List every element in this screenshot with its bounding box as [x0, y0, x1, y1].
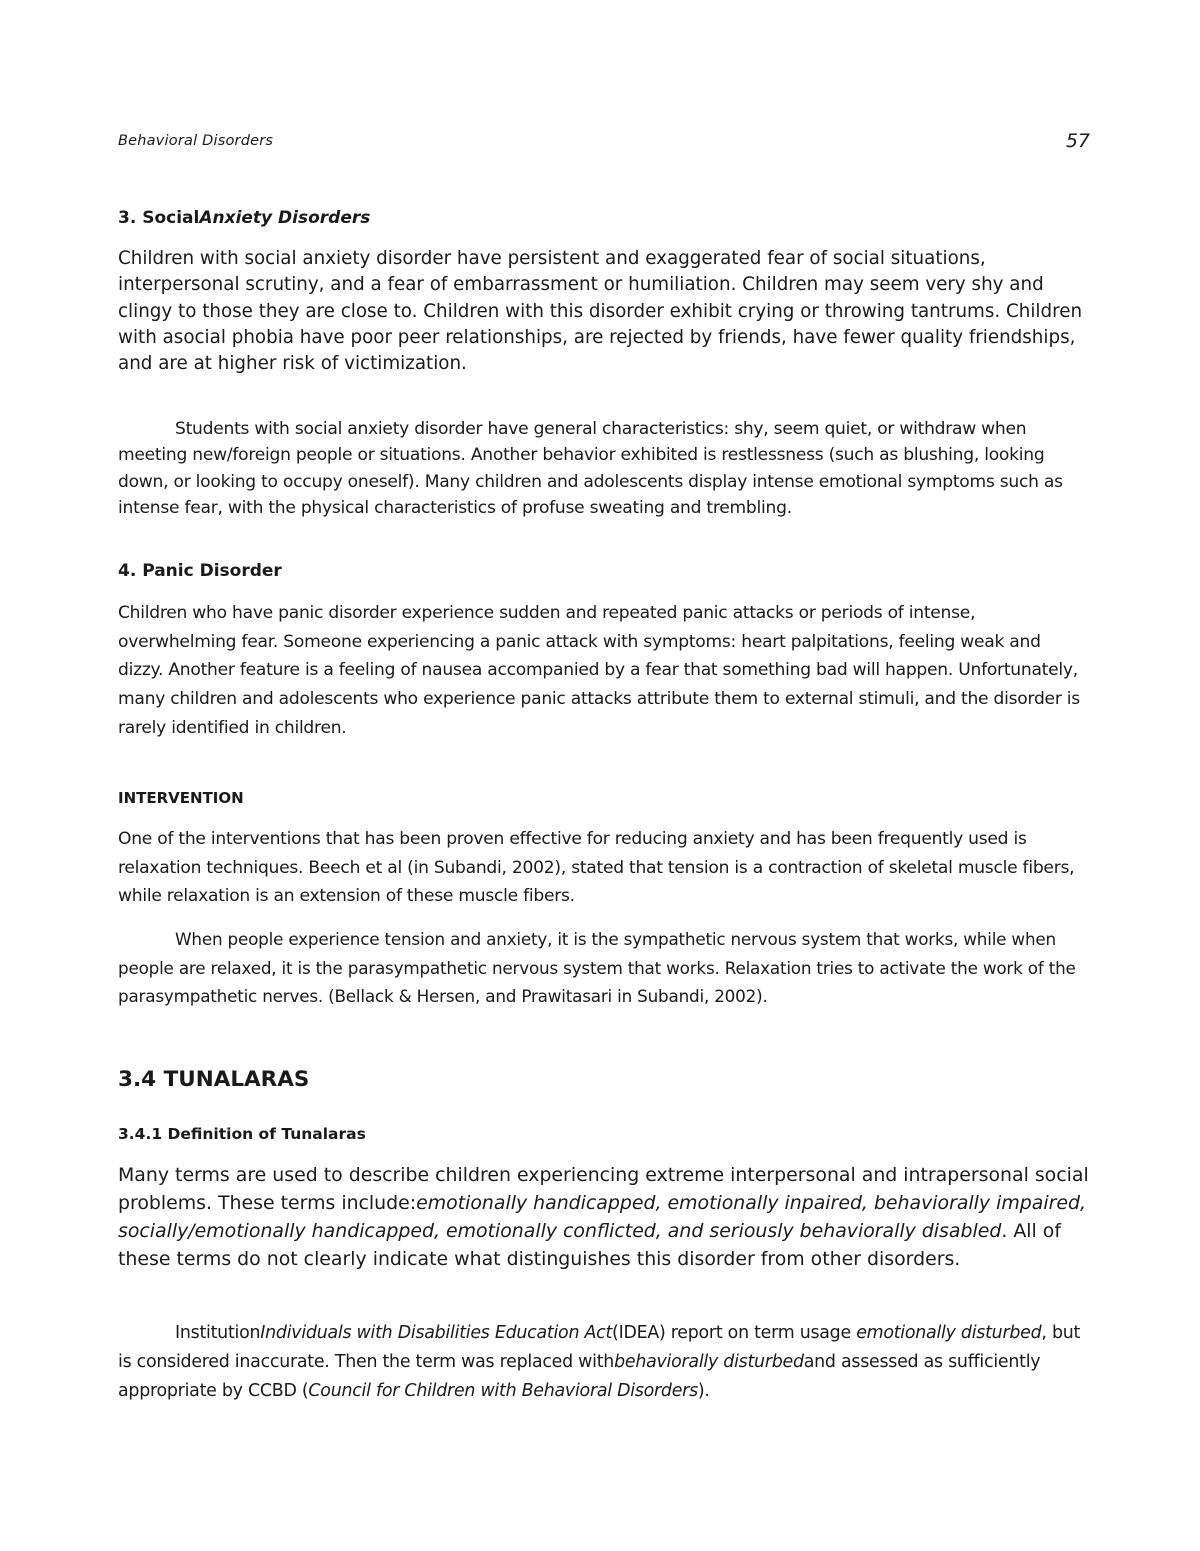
paragraph-intervention-1	[118, 825, 1090, 911]
paragraph-text: Children who have panic disorder experience sudden and repeated panic attacks or periods of intense, overwhelming fear. Someone experiencing a panic attack with symptoms: heart palpitations, feeling weak and dizzy. Another feature is a feeling of nausea accompanied by a fear that something bad will happen. Unfortunately, many children and adolescents who experience panic attacks attribute them to external stimuli, and the disorder is rarely identified in children.	[118, 603, 1080, 738]
text-run: Many terms are used to describe children experiencing extreme interpersonal and intrapersonal social problems. These terms include:	[118, 1164, 1089, 1215]
paragraph-social-anxiety-1	[118, 246, 1090, 377]
paragraph-panic-1	[118, 599, 1090, 743]
paragraph-social-anxiety-2	[118, 416, 1090, 521]
text-run: , but is considered inaccurate. Then the term was replaced with	[118, 1323, 1081, 1372]
heading-definition-tunalaras	[118, 1123, 1090, 1145]
text-run: Institution	[175, 1323, 261, 1343]
paragraph-text: One of the interventions that has been proven effective for reducing anxiety and has been frequently used is relaxation techniques. Beech et al (in Subandi, 2002), stated that tension is a contraction of skeletal muscle fibers, while relaxation is an extension of these muscle fibers.	[118, 829, 1075, 907]
text-run: ).	[697, 1380, 710, 1401]
page-number: 57	[1065, 130, 1090, 152]
heading-text: 3.4.1 Definition of Tunalaras	[118, 1125, 366, 1143]
paragraph-tunalaras-1	[118, 1161, 1090, 1273]
italic-term: Individuals with Disabilities Education Act	[260, 1323, 613, 1343]
text-run: and assessed as sufficiently appropriate by CCBD (	[118, 1351, 1041, 1401]
running-title: Behavioral Disorders	[118, 133, 274, 149]
heading-text: 4. Panic Disorder	[118, 561, 282, 581]
text-run: (IDEA) report on term usage	[612, 1323, 857, 1343]
heading-prefix: 3. Social	[118, 208, 200, 228]
paragraph-text: Children with social anxiety disorder have persistent and exaggerated fear of social situations, interpersonal scrutiny, and a fear of embarrassment or humiliation. Children may seem very shy and clingy to those they are close to. Children with this disorder exhibit crying or throwing tantrums. Children with asocial phobia have poor peer relationships, are rejected by friends, have fewer quality friendships, and are at higher risk of victimization.	[118, 248, 1083, 375]
italic-terms: emotionally handicapped, emotionally inpaired, behaviorally impaired, socially/emotionally handicapped, emotionally conflicted, and seriously behaviorally disabled	[118, 1192, 1086, 1243]
page-header	[118, 130, 1090, 160]
heading-text: 3.4 TUNALARAS	[118, 1067, 310, 1092]
heading-panic-disorder	[118, 559, 1090, 583]
text-run: . All of these terms do not clearly indicate what distinguishes this disorder from other disorders.	[118, 1220, 1061, 1271]
heading-section-tunalaras	[118, 1066, 1090, 1094]
heading-intervention	[118, 787, 1090, 809]
paragraph-tunalaras-2	[118, 1319, 1090, 1406]
italic-term: emotionally disturbed	[856, 1323, 1042, 1343]
heading-text: INTERVENTION	[118, 789, 244, 807]
heading-social-anxiety	[118, 206, 1090, 230]
paragraph-text: Students with social anxiety disorder have general characteristics: shy, seem quiet, or withdraw when meeting new/foreign people or situations. Another behavior exhibited is restlessness (such as blushing, looking down, or looking to occupy oneself). Many children and adolescents display intense emotional symptoms such as intense fear, with the physical characteristics of profuse sweating and trembling.	[118, 419, 1063, 518]
heading-italic: Anxiety Disorders	[199, 208, 371, 228]
italic-term: behaviorally disturbed	[614, 1351, 804, 1372]
paragraph-text: When people experience tension and anxiety, it is the sympathetic nervous system that works, while when people are relaxed, it is the parasympathetic nervous system that works. Relaxation tries to activate the work of the parasympathetic nerves. (Bellack & Hersen, and Prawitasari in Subandi, 2002).	[118, 929, 1076, 1007]
paragraph-intervention-2	[118, 925, 1090, 1011]
italic-term: Council for Children with Behavioral Disorders	[308, 1380, 698, 1401]
